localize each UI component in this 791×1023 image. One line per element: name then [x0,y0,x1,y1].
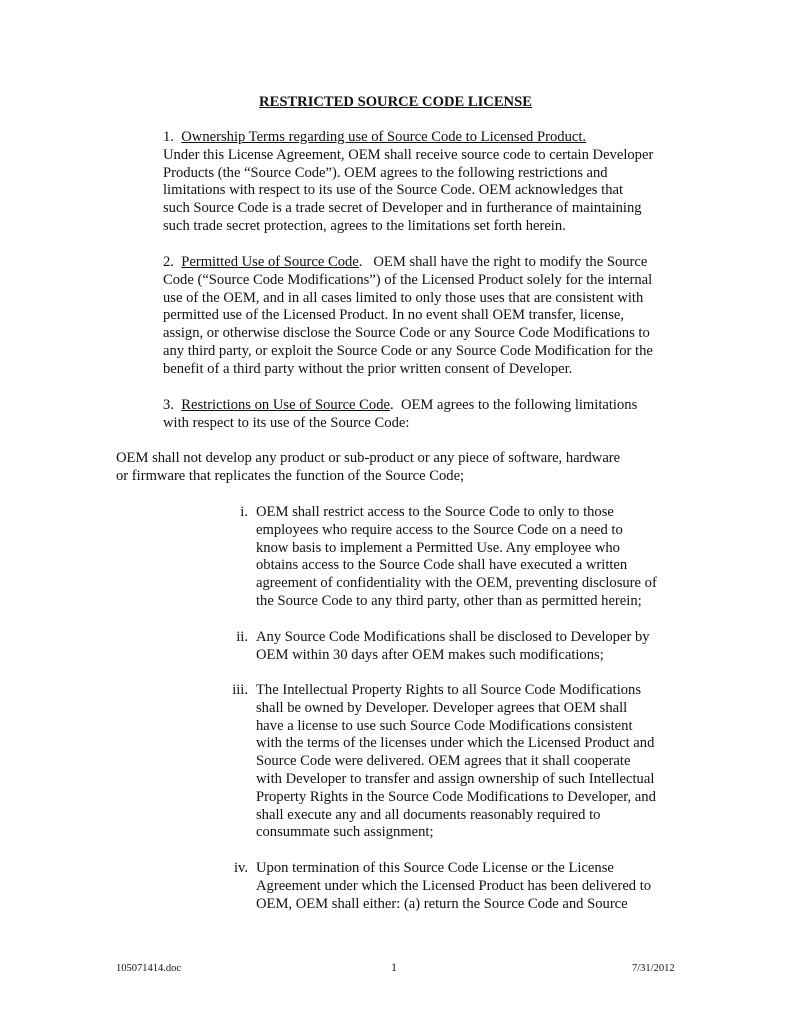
section-1-line: Products (the “Source Code”). OEM agrees to the following restrictions and [163,164,608,181]
section-2-heading: Permitted Use of Source Code [181,254,359,270]
section-1-number: 1. [163,129,174,145]
list-item-line: know basis to implement a Permitted Use. Any employee who [256,539,620,556]
list-item-number: iii. [232,682,248,698]
list-item-line: Property Rights in the Source Code Modifications to Developer, and [256,788,656,805]
list-item-line: with the terms of the licenses under which the Licensed Product and [256,735,655,752]
footer-page-number: 1 [391,960,397,974]
section-3 [163,397,637,433]
list-item-line: employees who require access to the Source Code on a need to [256,521,623,538]
list-item-line: OEM shall restrict access to the Source Code to only to those [256,504,614,520]
section-1 [163,129,653,236]
list-item-line: have a license to use such Source Code Modifications consistent [256,717,633,734]
section-1-line: Under this License Agreement, OEM shall receive source code to certain Developer [163,146,654,163]
section-2-first-line-rest: . OEM shall have the right to modify the Source [358,254,648,270]
general-restriction [116,450,620,486]
section-2-heading-line [163,254,653,272]
list-item-number: ii. [236,629,248,645]
list-item-line: Source Code were delivered. OEM agrees that it shall cooperate [256,753,631,770]
list-item-line: with Developer to transfer and assign ownership of such Intellectual [256,770,655,787]
list-item-body [256,629,650,665]
section-2-line: use of the OEM, and in all cases limited to only those uses that are consistent with [163,289,644,306]
list-item-number: i. [240,504,248,520]
section-3-heading: Restrictions on Use of Source Code [181,397,390,413]
list-item-line: The Intellectual Property Rights to all Source Code Modifications [256,682,642,698]
section-2-line: permitted use of the Licensed Product. In no event shall OEM transfer, license, [163,307,625,324]
list-item-line: Any Source Code Modifications shall be disclosed to Developer by [256,629,650,645]
section-2-line: any third party, or exploit the Source Code or any Source Code Modification for the [163,342,653,359]
list-item-line: shall execute any and all documents reasonably required to [256,806,601,823]
document-title-text: RESTRICTED SOURCE CODE LICENSE [259,94,532,110]
section-3-number: 3. [163,397,174,413]
list-item-line: consummate such assignment; [256,824,434,841]
section-2-line: assign, or otherwise disclose the Source Code or any Source Code Modifications to [163,325,650,342]
section-2-number: 2. [163,254,174,270]
section-3-line: with respect to its use of the Source Code: [163,414,410,431]
section-2 [163,254,653,379]
footer-date: 7/31/2012 [632,963,675,974]
list-item-line: Agreement under which the Licensed Product has been delivered to [256,877,652,894]
list-item-body [256,860,651,913]
section-1-line: such trade secret protection, agrees to the limitations set forth herein. [163,217,566,234]
section-1-heading: Ownership Terms regarding use of Source Code to Licensed Product. [181,129,587,145]
list-item-body [256,504,657,611]
list-item-line: OEM, OEM shall either: (a) return the Source Code and Source [256,895,628,912]
general-restriction-line: OEM shall not develop any product or sub-product or any piece of software, hardware [116,450,621,466]
list-item-line: OEM within 30 days after OEM makes such modifications; [256,646,604,663]
list-item-line: agreement of confidentiality with the OEM, preventing disclosure of [256,575,657,592]
section-1-heading-line [163,129,653,147]
section-1-line: limitations with respect to its use of the Source Code. OEM acknowledges that [163,182,624,199]
section-3-first-line-rest: . OEM agrees to the following limitations [390,397,638,413]
footer-doc-id: 105071414.doc [116,963,182,974]
general-restriction-line: or firmware that replicates the function of the Source Code; [116,467,465,484]
section-2-line: Code (“Source Code Modifications”) of the Licensed Product solely for the internal [163,271,653,288]
section-1-line: such Source Code is a trade secret of Developer and in furtherance of maintaining [163,200,642,217]
list-item-body [256,682,656,842]
list-item-line: Upon termination of this Source Code License or the License [256,860,614,876]
list-item-line: shall be owned by Developer. Developer agrees that OEM shall [256,699,628,716]
section-3-heading-line [163,397,637,415]
document-title [0,94,791,112]
list-item-number: iv. [233,860,248,876]
section-2-line: benefit of a third party without the prior written consent of Developer. [163,360,573,377]
list-item-line: obtains access to the Source Code shall have executed a written [256,557,628,574]
list-item-line: the Source Code to any third party, other than as permitted herein; [256,592,642,609]
